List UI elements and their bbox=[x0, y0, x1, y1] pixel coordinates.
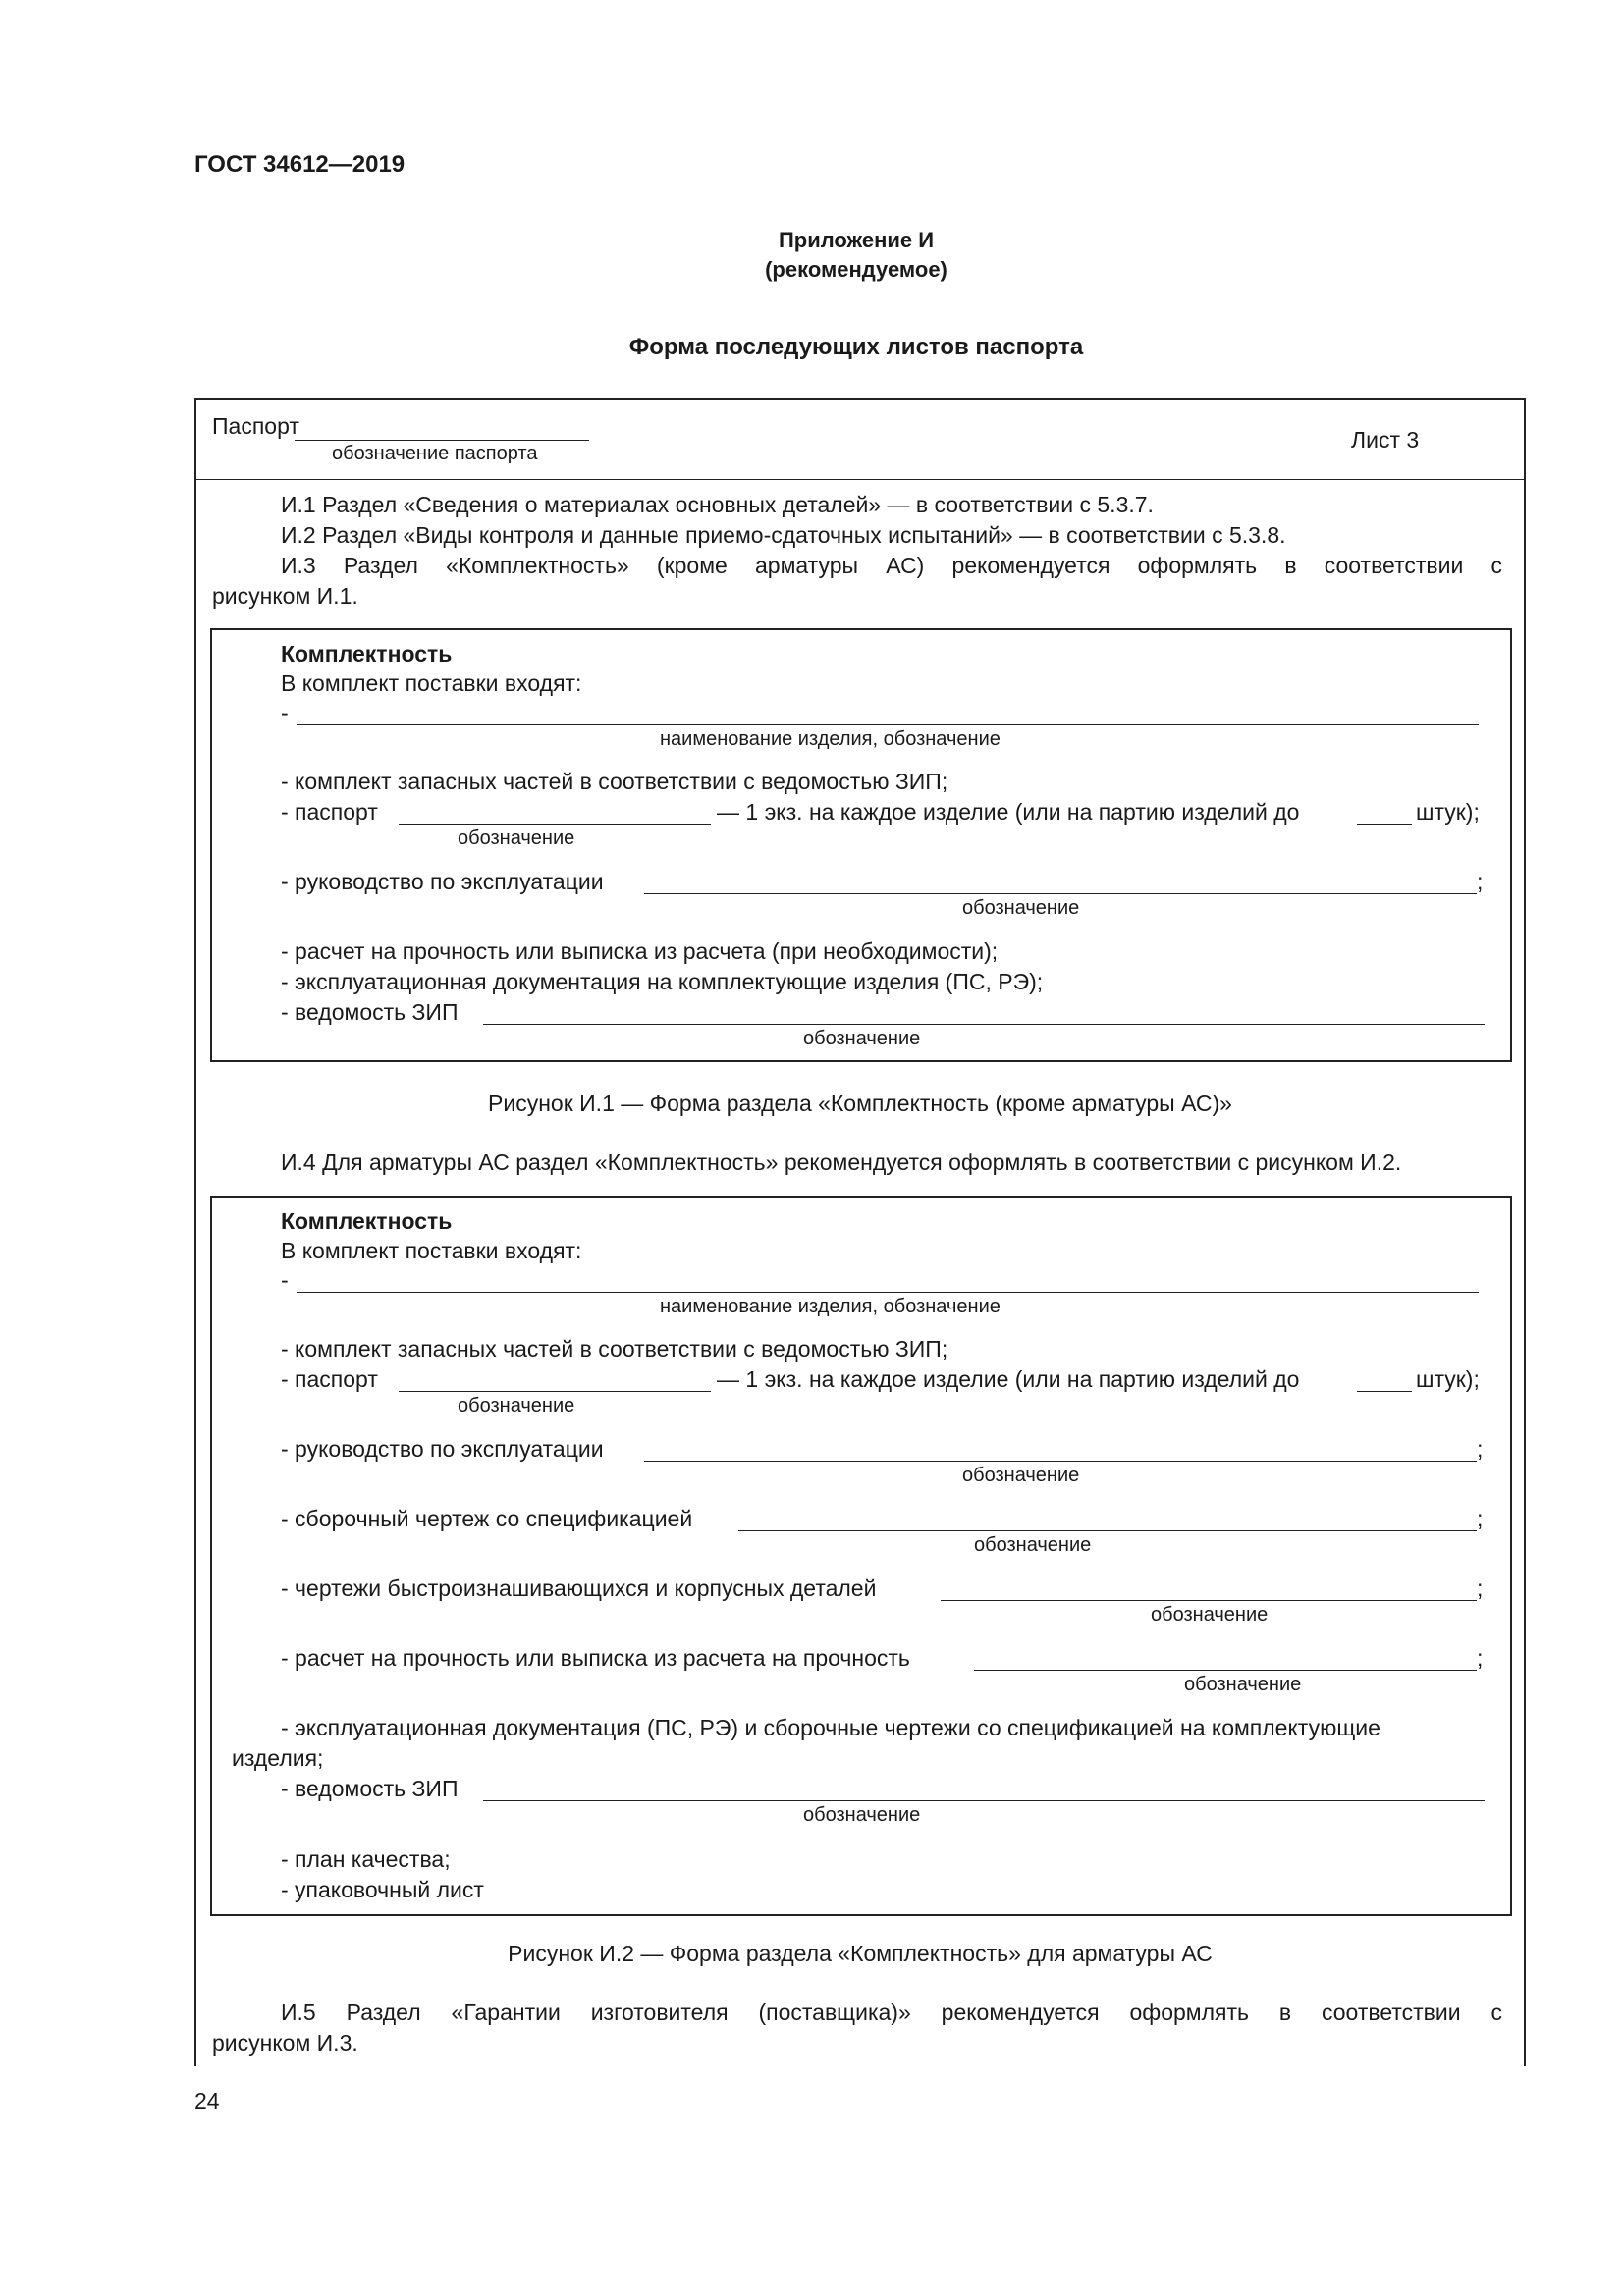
figure2-item-dash: - bbox=[281, 1267, 289, 1293]
figure2-manual-caption: обозначение bbox=[962, 1465, 1080, 1486]
figure1-title: Комплектность bbox=[281, 641, 453, 667]
appendix-status: (рекомендуемое) bbox=[765, 257, 947, 282]
figure2-wear-parts: - чертежи быстроизнашивающихся и корпусных деталей bbox=[281, 1575, 877, 1601]
figure2-wear-parts-line bbox=[941, 1600, 1477, 1601]
figure1-manual-line bbox=[644, 893, 1477, 894]
figure2-strength: - расчет на прочность или выписка из расчета на прочность bbox=[281, 1645, 910, 1671]
figure2-manual-semicolon: ; bbox=[1477, 1436, 1484, 1462]
figure1-quantity-line bbox=[1357, 824, 1412, 825]
figure1-manual-semicolon: ; bbox=[1477, 869, 1484, 894]
paragraph-i5-line2: рисунком И.3. bbox=[212, 2030, 358, 2056]
figure2-intro: В комплект поставки входят: bbox=[281, 1238, 582, 1263]
figure1-item-caption: наименование изделия, обозначение bbox=[660, 728, 1001, 750]
figure2-packing: - упаковочный лист bbox=[281, 1877, 484, 1902]
figure2-assembly-semicolon: ; bbox=[1477, 1506, 1484, 1531]
paragraph-i4: И.4 Для арматуры АС раздел «Комплектность» рекомендуется оформлять в соответствии с рисунком И.2. bbox=[281, 1149, 1402, 1175]
passport-label: Паспорт bbox=[212, 413, 299, 439]
figure2-passport-tail: — 1 экз. на каждое изделие (или на партию изделий до bbox=[717, 1366, 1300, 1392]
figure1-strength: - расчет на прочность или выписка из расчета (при необходимости); bbox=[281, 938, 999, 964]
paragraph-i3-line1: И.3 Раздел «Комплектность» (кроме арматуры АС) рекомендуется оформлять в соответствии с bbox=[281, 553, 1502, 578]
figure1-spare-parts: - комплект запасных частей в соответствии с ведомостью ЗИП; bbox=[281, 769, 948, 794]
figure2-assembly-line bbox=[738, 1530, 1477, 1531]
figure2-wear-parts-semicolon: ; bbox=[1477, 1575, 1484, 1601]
paragraph-i1: И.1 Раздел «Сведения о материалах основных деталей» — в соответствии с 5.3.7. bbox=[281, 492, 1154, 517]
paragraph-i5-line1: И.5 Раздел «Гарантии изготовителя (поставщика)» рекомендуется оформлять в соответствии с bbox=[281, 2000, 1502, 2025]
figure2-title: Комплектность bbox=[281, 1208, 453, 1234]
passport-header-divider bbox=[194, 479, 1526, 480]
figure1-passport-tail: — 1 экз. на каждое изделие (или на партию изделий до bbox=[717, 799, 1300, 825]
figure2-op-docs-line1: - эксплуатационная документация (ПС, РЭ) и сборочные чертежи со спецификацией на комплектующие bbox=[281, 1715, 1380, 1740]
figure2-passport-label: - паспорт bbox=[281, 1366, 378, 1392]
figure2-quality: - план качества; bbox=[281, 1846, 451, 1872]
figure2-zip-line bbox=[483, 1800, 1485, 1801]
figure1-passport-label: - паспорт bbox=[281, 799, 378, 825]
passport-designation-line bbox=[295, 440, 589, 441]
figure2-strength-line bbox=[974, 1670, 1477, 1671]
figure2-item-caption: наименование изделия, обозначение bbox=[660, 1296, 1001, 1317]
figure1-zip: - ведомость ЗИП bbox=[281, 999, 459, 1025]
figure1-manual-caption: обозначение bbox=[962, 897, 1080, 919]
figure1-intro: В комплект поставки входят: bbox=[281, 670, 582, 696]
appendix-title: Приложение И bbox=[778, 228, 935, 252]
figure2-zip-caption: обозначение bbox=[803, 1804, 921, 1826]
figure2-quantity-line bbox=[1357, 1391, 1412, 1392]
page-number: 24 bbox=[194, 2088, 220, 2113]
figure2-passport-caption: обозначение bbox=[458, 1395, 575, 1416]
document-code: ГОСТ 34612—2019 bbox=[194, 151, 406, 178]
figure1-item-line bbox=[297, 724, 1479, 725]
figure2-item-line bbox=[297, 1292, 1479, 1293]
paragraph-i3-line2: рисунком И.1. bbox=[212, 583, 358, 609]
paragraph-i2: И.2 Раздел «Виды контроля и данные приемо-сдаточных испытаний» — в соответствии с 5.3.8. bbox=[281, 522, 1286, 548]
figure2-assembly: - сборочный чертеж со спецификацией bbox=[281, 1506, 693, 1531]
figure2-caption: Рисунок И.2 — Форма раздела «Комплектность» для арматуры АС bbox=[508, 1941, 1213, 1966]
figure1-passport-caption: обозначение bbox=[458, 828, 575, 849]
figure1-item-dash: - bbox=[281, 700, 289, 725]
figure2-spare-parts: - комплект запасных частей в соответствии с ведомостью ЗИП; bbox=[281, 1336, 948, 1362]
figure1-zip-caption: обозначение bbox=[803, 1028, 921, 1049]
figure1-zip-line bbox=[483, 1024, 1485, 1025]
figure2-passport-end: штук); bbox=[1416, 1366, 1480, 1392]
figure2-assembly-caption: обозначение bbox=[974, 1534, 1092, 1556]
figure1-manual: - руководство по эксплуатации bbox=[281, 869, 604, 894]
appendix-heading: Форма последующих листов паспорта bbox=[628, 334, 1084, 360]
figure2-manual: - руководство по эксплуатации bbox=[281, 1436, 604, 1462]
figure2-passport-line bbox=[399, 1391, 711, 1392]
figure1-caption: Рисунок И.1 — Форма раздела «Комплектность (кроме арматуры АС)» bbox=[488, 1091, 1232, 1116]
figure2-manual-line bbox=[644, 1461, 1477, 1462]
figure1-passport-line bbox=[399, 824, 711, 825]
figure1-passport-end: штук); bbox=[1416, 799, 1480, 825]
figure1-op-docs: - эксплуатационная документация на комплектующие изделия (ПС, РЭ); bbox=[281, 969, 1044, 994]
passport-designation-caption: обозначение паспорта bbox=[332, 443, 538, 464]
figure2-wear-parts-caption: обозначение bbox=[1151, 1604, 1269, 1626]
figure2-op-docs-line2: изделия; bbox=[232, 1745, 324, 1771]
figure2-strength-caption: обозначение bbox=[1184, 1674, 1302, 1695]
figure2-zip: - ведомость ЗИП bbox=[281, 1776, 459, 1801]
figure2-strength-semicolon: ; bbox=[1477, 1645, 1484, 1671]
sheet-number: Лист 3 bbox=[1351, 427, 1420, 453]
